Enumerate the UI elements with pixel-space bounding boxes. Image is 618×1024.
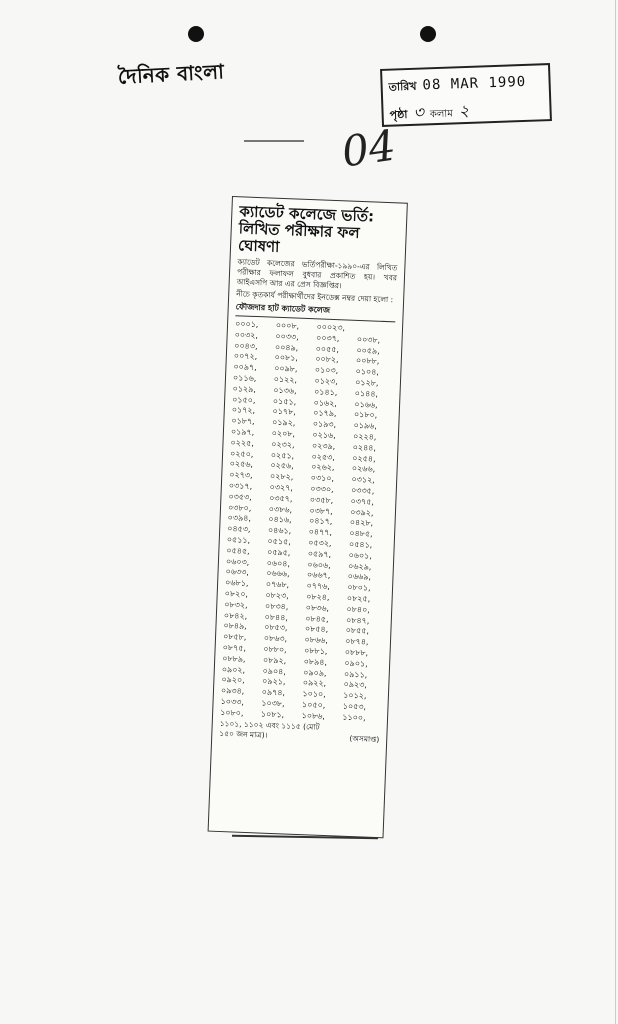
index-number: ০১৪১, [313, 387, 338, 397]
index-number: ০৩২৭, [269, 482, 294, 493]
index-number: ০০৩৭, [315, 333, 340, 344]
index-number: ০০৪৩, [234, 340, 258, 351]
index-number: ০১০৪, [355, 367, 380, 377]
index-number: ০১২৯, [232, 383, 257, 394]
index-number: ০৮৫৩, [264, 622, 288, 633]
index-number: ০৮৬৩, [263, 633, 288, 644]
stamp-page-line [389, 98, 469, 128]
index-number: ০৬০৩, [225, 556, 250, 567]
index-number: ০৪৬১, [267, 525, 292, 536]
index-number: ০১৩৬, [273, 385, 297, 396]
index-number: ০০৭২, [233, 351, 258, 362]
index-number: ০১৬৬, [354, 399, 378, 410]
index-number: ০৬৬৬, [266, 568, 290, 579]
index-number: ০৩৫৩, [228, 491, 252, 502]
punch-hole-right [420, 26, 436, 42]
index-number: ০১৫১, [272, 396, 297, 407]
index-number: ০২৫১, [270, 450, 295, 461]
index-number: ০৮৯২, [262, 655, 287, 666]
index-number: ০৮২৩, [265, 590, 289, 601]
index-number: ১০৫০, [301, 699, 326, 710]
index-number: ০৮৩২, [224, 599, 248, 610]
index-number: ০০৫৯, [356, 345, 380, 356]
index-number: ০৪১৭, [308, 516, 333, 527]
index-number: ১০৩৮, [261, 698, 285, 709]
index-number: ০২৭৩, [229, 470, 253, 481]
index-number: ০৩৩০, [310, 484, 334, 495]
index-number: ০৫৯৫, [266, 547, 291, 558]
index-number: ০৮৫৮, [222, 632, 247, 642]
newspaper-name: দৈনিক বাংলা [117, 59, 225, 89]
index-number: ০৬০৪, [266, 558, 291, 569]
index-number: ০৮৪৯, [223, 621, 247, 632]
index-number: ০৫৯৭, [307, 548, 332, 559]
index-number: ০৭৭৬, [306, 581, 331, 592]
index-number: ০৮০১, [347, 582, 371, 593]
index-number: ০৯২৩, [343, 679, 368, 690]
index-number: ০৮৫৪, [304, 624, 329, 635]
index-number: ০৬৮১, [224, 578, 249, 589]
index-number: ১০১২, [342, 690, 367, 701]
index-number: ০৩৯৪, [227, 513, 252, 524]
index-number: ০৩৩৫, [350, 485, 375, 496]
index-number: ০৭৬৮, [265, 579, 290, 590]
index-number: ০৩১০, [310, 473, 335, 484]
index-number: ০৩৭৫, [350, 496, 375, 507]
index-number: ০৮৮০, [263, 644, 287, 655]
index-number: ০৯২১, [261, 676, 286, 687]
index-number: ০৪৭৭, [308, 527, 333, 538]
index-number: ০১১৬, [232, 373, 257, 384]
index-number: ০৩৮৭, [309, 505, 333, 516]
index-number: ০৩৫৭, [269, 493, 293, 504]
stamp-column-value: ২ [458, 100, 470, 121]
index-number: ০৮২৪, [306, 592, 330, 602]
article-intro: ক্যাডেট কলেজের ভর্তিপরীক্ষা-১৯৯০-এর লিখিত পরীক্ষার ফলাফল বুধবার প্রকাশিত হয়। খবর আইএসপি আর এর প্রেস বিজ্ঞপ্তির। [236, 257, 398, 291]
college-name: ফৌজদার হাট ক্যাডেট কলেজ [235, 301, 395, 322]
total-count: ১৫০ জন মাত্র)। [219, 729, 268, 741]
index-number: ০১২২, [273, 374, 298, 385]
index-number: ০৬৬৭, [306, 570, 331, 581]
index-number: ০০৩২, [234, 330, 259, 340]
index-number: ০২৩৯, [311, 441, 336, 451]
index-number: ১০৮১, [260, 709, 285, 720]
article-headline: ক্যাডেট কলেজে ভর্তি: লিখিত পরীক্ষার ফল ঘোষণা [237, 202, 375, 256]
index-number: ০০৮৮, [355, 356, 380, 367]
index-number: ০৫৪১, [348, 539, 373, 550]
index-number: ০১৪৪, [354, 388, 379, 399]
index-number: ০০০২৩, [316, 322, 346, 333]
index-number: ০২২৫, [230, 437, 255, 448]
index-number: ০৮৮১, [303, 646, 328, 656]
index-number: ০২৪৪, [352, 442, 377, 453]
index-number: ০১৯৭, [230, 427, 255, 437]
index-number: ০১৬২, [313, 397, 338, 408]
index-number: ০০৯৮, [273, 363, 298, 374]
index-number: ০২৫৬, [270, 461, 294, 471]
index-number: ০২৫৬, [229, 459, 254, 470]
index-number: ০০০৮, [275, 320, 300, 331]
index-number: ০০৪৯, [274, 342, 299, 353]
index-number: ০৬০১, [348, 550, 373, 561]
index-number: ০৮২০, [224, 588, 249, 599]
handwritten-annotation: 04 [338, 120, 399, 177]
index-number: ০২১৬, [312, 430, 336, 441]
index-number: ০২৮২, [269, 471, 294, 482]
index-number: ০০৩৮, [356, 334, 381, 345]
closing-line: ১১০১, ১১০২ এবং ১১১৫ (মোট [219, 719, 320, 733]
index-number: ০২৬৬, [351, 464, 376, 475]
index-number: ০০০১, [234, 319, 259, 330]
index-number: ০১৫০, [232, 394, 256, 405]
index-number: ০৩৮০, [227, 502, 252, 513]
index-number: ০৮৪৭, [345, 615, 370, 626]
index-number: ০৮৪৪, [264, 612, 289, 622]
continued-note: (অসমাপ্ত) [349, 734, 380, 745]
index-number: ০৮৩৪, [264, 601, 289, 612]
index-number: ০৮৬৬, [304, 635, 329, 646]
index-number: ১১০০, [342, 712, 366, 723]
stamp-column-label: কলাম [429, 108, 453, 121]
stamp-page-value: ৩ [413, 102, 425, 122]
index-number: ০২০৮, [271, 428, 296, 439]
index-number: ০৯৭৪, [261, 687, 286, 698]
article-intro-list: নীচে কৃতকার্য পরীক্ষার্থীদের ইনডেক্স নম্বর দেয়া হলো : [236, 289, 394, 305]
index-number: ০৩১৭, [228, 481, 253, 491]
index-number: ০২২৪, [352, 431, 377, 442]
index-number: ০৩৯২, [350, 507, 374, 518]
index-number: ০৮৯৪, [303, 656, 328, 667]
index-number: ০৫৩২, [308, 538, 332, 549]
index-number: ০৮৩৬, [305, 602, 330, 613]
index-number: ০১৮৭, [231, 416, 255, 427]
index-number: ০১৮০, [353, 410, 378, 421]
index-number: ০৯০৪, [262, 666, 287, 676]
index-number: ০৩১২, [351, 474, 375, 485]
index-number: ০১৯৩, [312, 419, 337, 430]
index-number: ০৩৮৬, [268, 504, 293, 515]
index-number: ০৮৪৫, [305, 613, 329, 624]
index-number: ০২৫৪, [352, 453, 376, 464]
index-number: ০৫১৫, [267, 536, 292, 547]
index-number: ০১৭৯, [313, 408, 337, 419]
index-number: ০৯৩৪, [220, 686, 245, 696]
index-number: ০২৬২, [310, 462, 335, 473]
index-number: ০৯১১, [343, 669, 368, 680]
index-number: ০৪১৬, [268, 514, 292, 525]
index-number: ০৫১১, [226, 534, 251, 545]
page-edge [615, 0, 616, 1024]
index-number: ০২৫০, [229, 448, 254, 459]
index-number: ০২৩২, [271, 439, 295, 450]
index-number: ০৮৪০, [346, 604, 370, 615]
stamp-date-value: 08 MAR 1990 [422, 73, 527, 94]
index-number: ০০৮১, [274, 353, 299, 364]
index-number: ০০৯৭, [233, 362, 257, 373]
date-stamp [380, 63, 552, 127]
index-number: ০৬৬৯, [347, 572, 372, 582]
index-number: ০২৫৩, [311, 451, 336, 462]
index-number: ০৬০৬, [307, 559, 331, 570]
index-number: ০৯০২, [221, 664, 246, 675]
index-number: ০৯০১, [344, 658, 368, 669]
index-number: ০৮২৫, [346, 593, 371, 604]
index-number: ১০৮০, [220, 707, 244, 718]
index-number: ০১২৮, [355, 377, 379, 388]
index-number: ০৬৩৩, [225, 567, 250, 578]
index-number: ০৯২২, [302, 678, 327, 689]
news-clipping [208, 196, 408, 838]
index-number: ১০৮৬, [301, 710, 326, 721]
index-number: ০১৯২, [271, 417, 296, 428]
index-number: ০৬২৯, [347, 561, 372, 572]
index-number: ১০১০, [302, 689, 326, 700]
index-number: ০১৭২, [231, 405, 256, 416]
index-number: ০১৯৬, [353, 421, 378, 431]
index-number: ০১০৩, [314, 365, 339, 376]
index-number: ০৮৫৫, [345, 625, 370, 636]
index-number: ০৮৮৯, [222, 653, 246, 664]
index-number: ০৮৮৮, [344, 647, 369, 658]
index-number-list [220, 319, 395, 724]
index-number: ০৮৭৪, [345, 636, 369, 647]
index-number: ০০৩৩, [275, 331, 299, 342]
stamp-date-line [388, 74, 526, 98]
index-number: ০৪২৮, [349, 518, 374, 528]
index-number: ০৮৪২, [223, 610, 248, 621]
stamp-date-label: তারিখ [388, 79, 417, 94]
index-number: ০০৮২, [315, 354, 339, 365]
pencil-mark [244, 140, 304, 142]
index-number: ১০৩৩, [220, 696, 245, 707]
index-number: ০৩৫৮, [309, 494, 334, 505]
index-number: ০১২৩, [314, 376, 338, 387]
index-number: ০৯০৯, [303, 667, 327, 678]
index-number: ০৯২০, [221, 675, 245, 686]
stamp-page-label: পৃষ্ঠা [389, 108, 408, 122]
index-number: ০১৭৮, [272, 407, 297, 417]
index-number: ০৪৮৫, [349, 528, 373, 539]
index-number: ০৮৭৫, [222, 642, 247, 653]
index-number: ০৪৫৩, [227, 524, 251, 535]
punch-hole-left [188, 26, 204, 42]
index-number: ০৫৪৫, [226, 545, 250, 556]
index-number: ০০৫৫, [315, 343, 340, 354]
index-number: ১০৫৩, [342, 701, 367, 712]
